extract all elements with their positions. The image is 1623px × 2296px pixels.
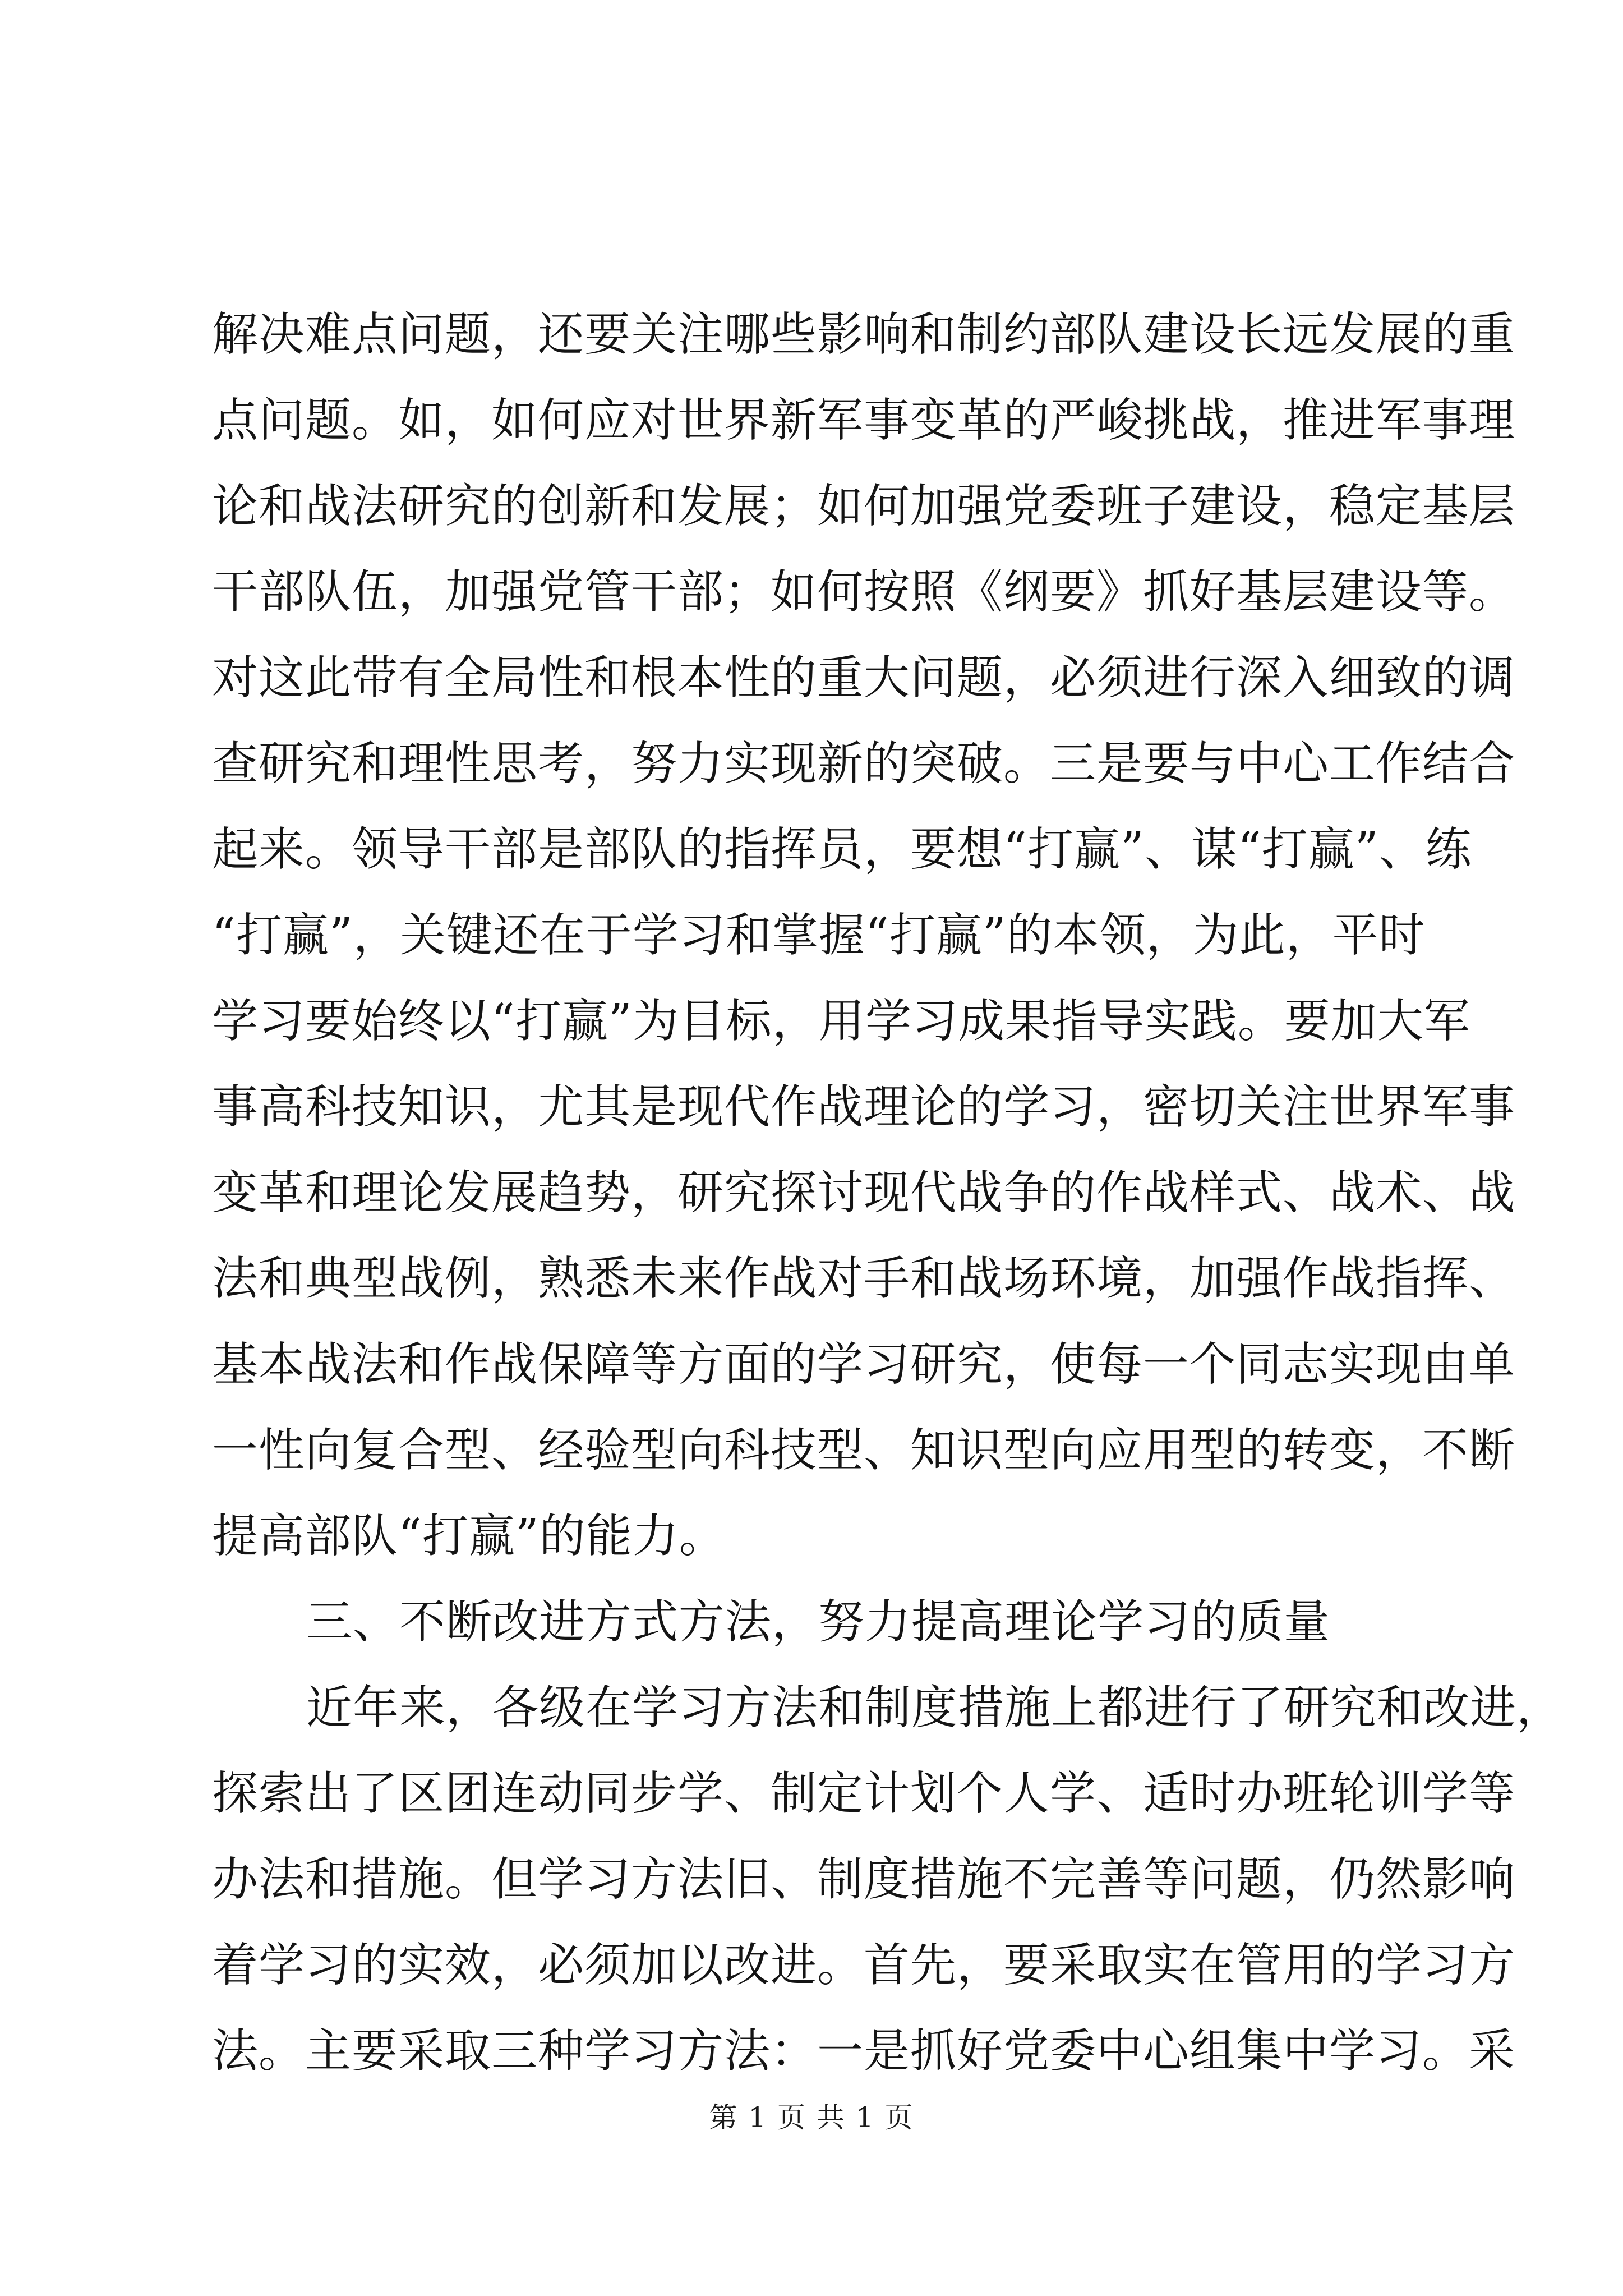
document-body — [212, 292, 1564, 2094]
section-heading: 三、不断改进方式方法，努力提高理论学习的质量 — [306, 1595, 1331, 1649]
text-line: 学习要始终以“打赢”为目标，用学习成果指导实践。要加大军 — [212, 995, 1470, 1048]
text-line: 对这此带有全局性和根本性的重大问题，必须进行深入细致的调 — [212, 651, 1516, 705]
text-line: 事高科技知识，尤其是现代作战理论的学习，密切关注世界军事 — [212, 1080, 1516, 1134]
text-line: 法。主要采取三种学习方法：一是抓好党委中心组集中学习。采 — [212, 2024, 1516, 2078]
text-line-paragraph-end: 提高部队“打赢”的能力。 — [212, 1510, 726, 1563]
text-line: 基本战法和作战保障等方面的学习研究，使每一个同志实现由单 — [212, 1338, 1516, 1391]
text-line: 变革和理论发展趋势，研究探讨现代战争的作战样式、战术、战 — [212, 1166, 1516, 1220]
text-line: 起来。领导干部是部队的指挥员，要想“打赢”、谋“打赢”、练 — [212, 823, 1472, 876]
text-line: 点问题。如，如何应对世界新军事变革的严峻挑战，推进军事理 — [212, 394, 1516, 447]
text-line: 一性向复合型、经验型向科技型、知识型向应用型的转变，不断 — [212, 1424, 1516, 1477]
text-line: 法和典型战例，熟悉未来作战对手和战场环境，加强作战指挥、 — [212, 1252, 1516, 1305]
text-line-paragraph-start: 近年来，各级在学习方法和制度措施上都进行了研究和改进， — [306, 1681, 1564, 1734]
text-line: 办法和措施。但学习方法旧、制度措施不完善等问题，仍然影响 — [212, 1853, 1516, 1906]
text-line: 查研究和理性思考，努力实现新的突破。三是要与中心工作结合 — [212, 737, 1516, 790]
text-line: 着学习的实效，必须加以改进。首先，要采取实在管用的学习方 — [212, 1939, 1516, 1992]
text-line: 论和战法研究的创新和发展；如何加强党委班子建设，稳定基层 — [212, 480, 1516, 533]
text-line: “打赢”，关键还在于学习和掌握“打赢”的本领，为此，平时 — [212, 909, 1426, 962]
text-line: 探索出了区团连动同步学、制定计划个人学、适时办班轮训学等 — [212, 1767, 1516, 1820]
text-line: 干部队伍，加强党管干部；如何按照《纲要》抓好基层建设等。 — [212, 565, 1516, 619]
page-footer: 第 1 页 共 1 页 — [709, 2101, 914, 2134]
text-line: 解决难点问题，还要关注哪些影响和制约部队建设长远发展的重 — [212, 308, 1516, 361]
